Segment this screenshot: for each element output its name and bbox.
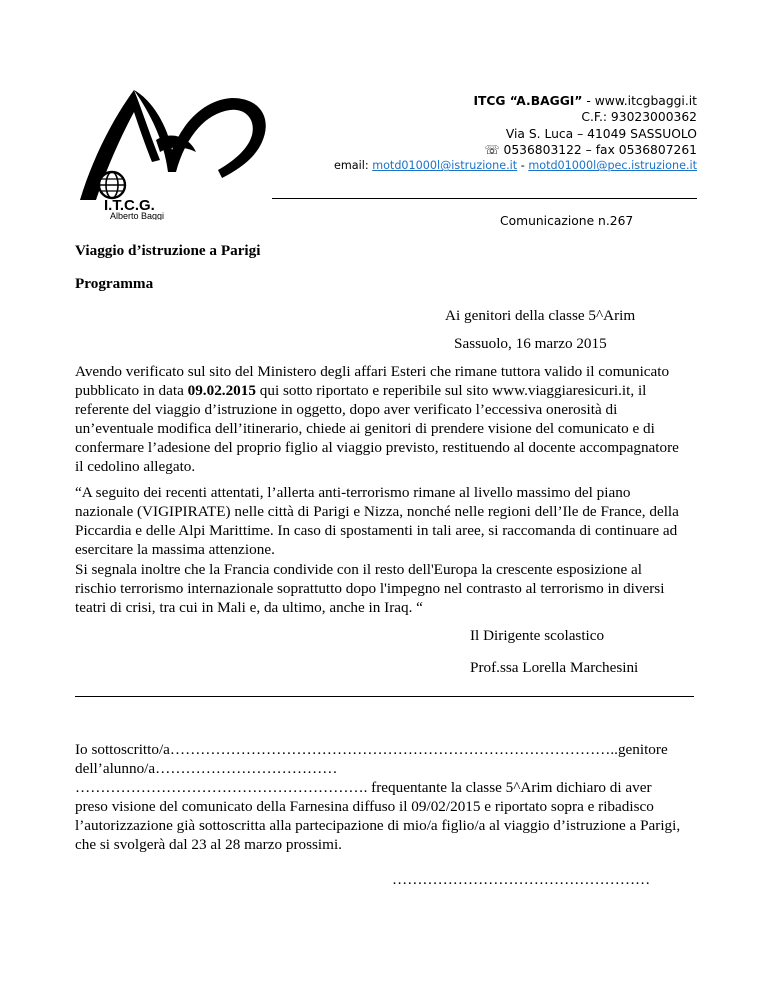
communication-number: Comunicazione n.267 [500, 214, 634, 228]
text-fragment: pubblicato in data [75, 382, 188, 399]
programma-heading: Programma [75, 275, 154, 292]
place-date: Sassuolo, 16 marzo 2015 [454, 335, 607, 352]
text-line: un’eventuale modifica dell’itinerario, chiede ai genitori di prendere visione del comunicato e di [75, 420, 655, 437]
bulletin-date: 09.02.2015 [187, 382, 256, 399]
school-name: ITCG “A.BAGGI” [473, 94, 583, 108]
email-link-istruzione[interactable]: motd01000l@istruzione.it [372, 159, 518, 173]
email-link-pec[interactable]: motd01000l@pec.istruzione.it [528, 159, 697, 173]
subject-title: Viaggio d’istruzione a Parigi [75, 242, 261, 259]
email-separator: - [517, 159, 529, 173]
text-line: teatri di crisi, tra cui in Mali e, da ultimo, anche in Iraq. “ [75, 599, 423, 616]
paragraph-intro [75, 362, 700, 476]
school-logo [72, 80, 272, 220]
text-line: Avendo verificato sul sito del Ministero degli affari Esteri che rimane tuttora valido il comunicato [75, 363, 670, 380]
cut-line [75, 696, 694, 697]
text-line: rischio terrorismo internazionale soprattutto dopo l'impegno nel contrasto al terrorismo in diversi [75, 580, 665, 597]
text-line: esercitare la massima attenzione. [75, 541, 275, 558]
globe-icon [99, 172, 125, 198]
school-header [270, 93, 697, 174]
text-line: Si segnala inoltre che la Francia condivide con il resto dell'Europa la crescente esposizione al [75, 561, 642, 578]
school-name-line [270, 93, 697, 109]
text-line: “A seguito dei recenti attentati, l’allerta anti-terrorismo rimane al livello massimo del piano [75, 484, 631, 501]
text-line: l’autorizzazione già sottoscritta alla partecipazione di mio/a figlio/a al viaggio d’istruzione a Parigi, [75, 817, 681, 834]
school-name-separator: - [582, 94, 595, 108]
text-line: dell’alunno/a……………………………… [75, 760, 338, 777]
email-label: email: [334, 159, 373, 173]
text-line: referente del viaggio d’istruzione in oggetto, dopo aver verificato l’eccessiva onerosità di [75, 401, 618, 418]
signature-role: Il Dirigente scolastico [470, 627, 605, 644]
school-address: Via S. Luca – 41049 SASSUOLO [505, 126, 697, 141]
paragraph-quote-continued [75, 560, 700, 617]
logo-swoosh-right [134, 90, 266, 178]
text-line: il cedolino allegato. [75, 458, 196, 475]
phone-fax: ☏ 0536803122 – fax 0536807261 [484, 142, 697, 157]
text-line: preso visione del comunicato della Farnesina diffuso il 09/02/2015 e riportato sopra e ribadisco [75, 798, 654, 815]
text-line: Piccardia e delle Alpi Marittime. In caso di spostamenti in tali aree, si raccomanda di continuare ad [75, 522, 678, 539]
return-slip [75, 740, 700, 854]
text-line: Io sottoscritto/a……………………………………………………………………………..genitore [75, 741, 668, 758]
text-line: nazionale (VIGIPIRATE) nelle città di Parigi e Nizza, nonché nelle regioni dell’Ile de France, della [75, 503, 679, 520]
recipients: Ai genitori della classe 5^Arim [445, 307, 636, 324]
paragraph-quote [75, 483, 700, 559]
text-fragment: qui sotto riportato e reperibile sul sito www.viaggiaresicuri.it, il [255, 382, 647, 399]
text-line: che si svolgerà dal 23 al 28 marzo prossimi. [75, 836, 342, 853]
school-website[interactable]: www.itcgbaggi.it [594, 94, 697, 108]
logo-text-itcg: I.T.C.G. [104, 197, 155, 214]
parent-signature-line: …………………………………………… [392, 871, 651, 888]
text-line [75, 381, 700, 400]
email-line [270, 158, 697, 174]
text-line: …………………………………………………. frequentante la classe 5^Arim dichiaro di aver [75, 779, 652, 796]
header-divider [272, 198, 697, 199]
signature-name: Prof.ssa Lorella Marchesini [470, 659, 639, 676]
logo-text-name: Alberto Baggi [110, 211, 165, 220]
fiscal-code: C.F.: 93023000362 [581, 110, 697, 125]
text-line: confermare l’adesione del proprio figlio al viaggio previsto, restituendo al docente accompagnatore [75, 439, 679, 456]
